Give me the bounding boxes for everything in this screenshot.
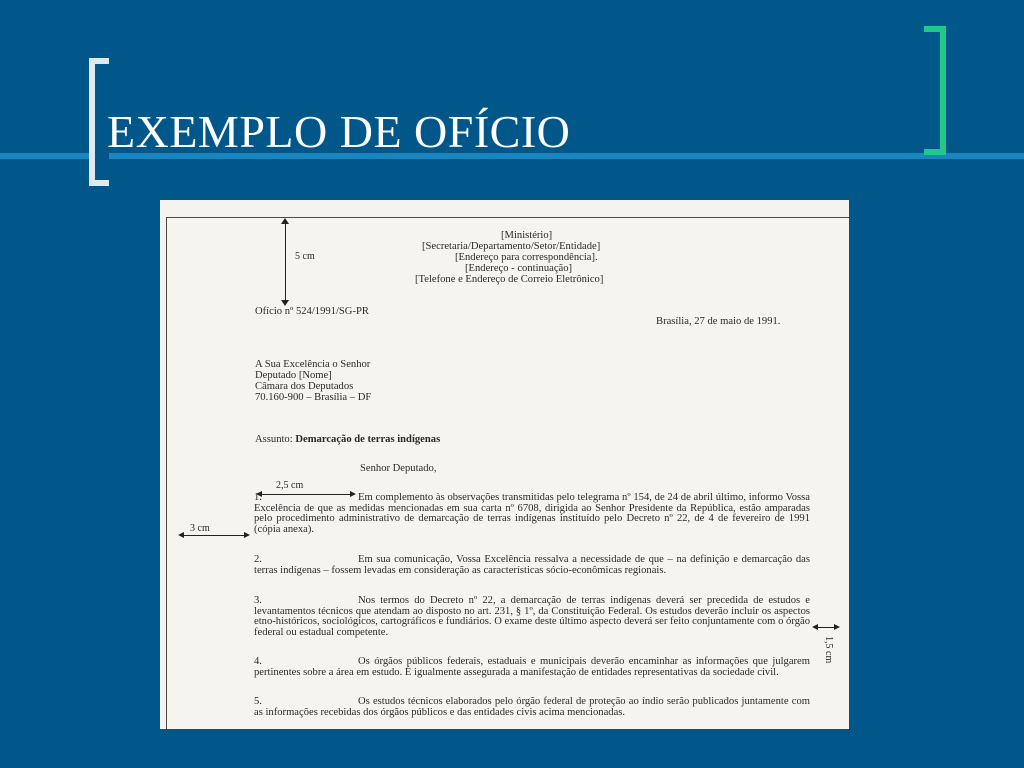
addressee-line: Deputado [Nome]	[255, 370, 332, 381]
paragraph	[254, 493, 810, 535]
slide-title: EXEMPLO DE OFÍCIO	[107, 106, 571, 157]
document-header	[415, 230, 603, 285]
paragraph-number: 3.	[254, 595, 262, 606]
paragraph-number: 4.	[254, 656, 262, 667]
paragraph-text: Os estudos técnicos elaborados pelo órgão federal de proteção ao índio serão publicados juntamente com as informações recebidas dos órgãos públicos e das entidades civis acima mencionadas.	[254, 696, 810, 718]
header-line: [Endereço - continuação]	[465, 263, 573, 274]
header-line: [Ministério]	[501, 230, 553, 241]
right-margin-arrow-line	[816, 627, 834, 628]
paragraph	[254, 697, 810, 718]
left-margin-arrow-right-icon	[244, 532, 250, 538]
measure-right-label: 1,5 cm	[823, 636, 834, 664]
paragraph	[254, 657, 810, 678]
addressee-block	[255, 359, 371, 403]
subject-label: Assunto:	[255, 434, 293, 445]
paragraph-text: Em sua comunicação, Vossa Excelência ressalva a necessidade de que – na definição e demarcação das terras indígenas – fossem levadas em consideração as características sócio-econômicas regionais.	[254, 554, 810, 576]
measure-vertical-line	[285, 222, 286, 302]
paragraph-number: 5.	[254, 696, 262, 707]
left-bracket-decoration	[89, 58, 109, 186]
right-margin-arrow-right-icon	[834, 624, 840, 630]
oficio-number: Ofício nº 524/1991/SG-PR	[255, 306, 369, 317]
title-accent-line-left	[0, 153, 89, 159]
document-date: Brasília, 27 de maio de 1991.	[656, 316, 781, 327]
right-bracket-decoration	[924, 26, 946, 155]
measure-indent-label: 2,5 cm	[276, 480, 304, 491]
header-line: [Secretaria/Departamento/Setor/Entidade]	[422, 241, 601, 252]
addressee-line: Câmara dos Deputados	[255, 381, 354, 392]
paragraph-text: Em complemento às observações transmitidas pelo telegrama nº 154, de 24 de abril último, informo Vossa Excelência de que as medidas mencionadas em sua carta nº 6708, dirigida ao Senhor Presidente da República, estão amparadas pelo procedimento administrativo de demarcação de terras indígenas instituído pelo Decreto nº 22, de 4 de fevereiro de 1991 (cópia anexa).	[254, 492, 810, 535]
document-page	[166, 217, 849, 729]
salutation: Senhor Deputado,	[360, 463, 437, 474]
paragraph	[254, 555, 810, 576]
subject-line	[255, 434, 440, 445]
subject-text: Demarcação de terras indígenas	[295, 434, 441, 445]
paragraph-text: Os órgãos públicos federais, estaduais e municipais deverão encaminhar as informações que julgarem pertinentes sobre a área em estudo. É igualmente assegurada a manifestação de entidades representativas da sociedade civil.	[254, 656, 810, 678]
paragraph-number: 2.	[254, 554, 262, 565]
left-margin-arrow-line	[182, 535, 244, 536]
addressee-line: A Sua Excelência o Senhor	[255, 359, 371, 370]
addressee-line: 70.160-900 – Brasília – DF	[255, 392, 372, 403]
measure-top-label: 5 cm	[295, 251, 315, 262]
paragraph-number: 1.	[254, 492, 262, 503]
header-line: [Telefone e Endereço de Correio Eletrônico]	[415, 274, 604, 285]
header-line: [Endereço para correspondência].	[455, 252, 598, 263]
measure-left-label: 3 cm	[190, 523, 210, 534]
paragraph-text: Nos termos do Decreto nº 22, a demarcação de terras indígenas deverá ser precedida de estudos e levantamentos técnicos que atendam ao disposto no art. 231, § 1º, da Constituição Federal. Os estudos deverão incluir os aspectos etno-históricos, sociológicos, cartográficos e fundiários. O exame deste último aspecto deverá ser feito conjuntamente com o órgão federal ou estadual competente.	[254, 595, 810, 638]
paragraph	[254, 596, 810, 638]
